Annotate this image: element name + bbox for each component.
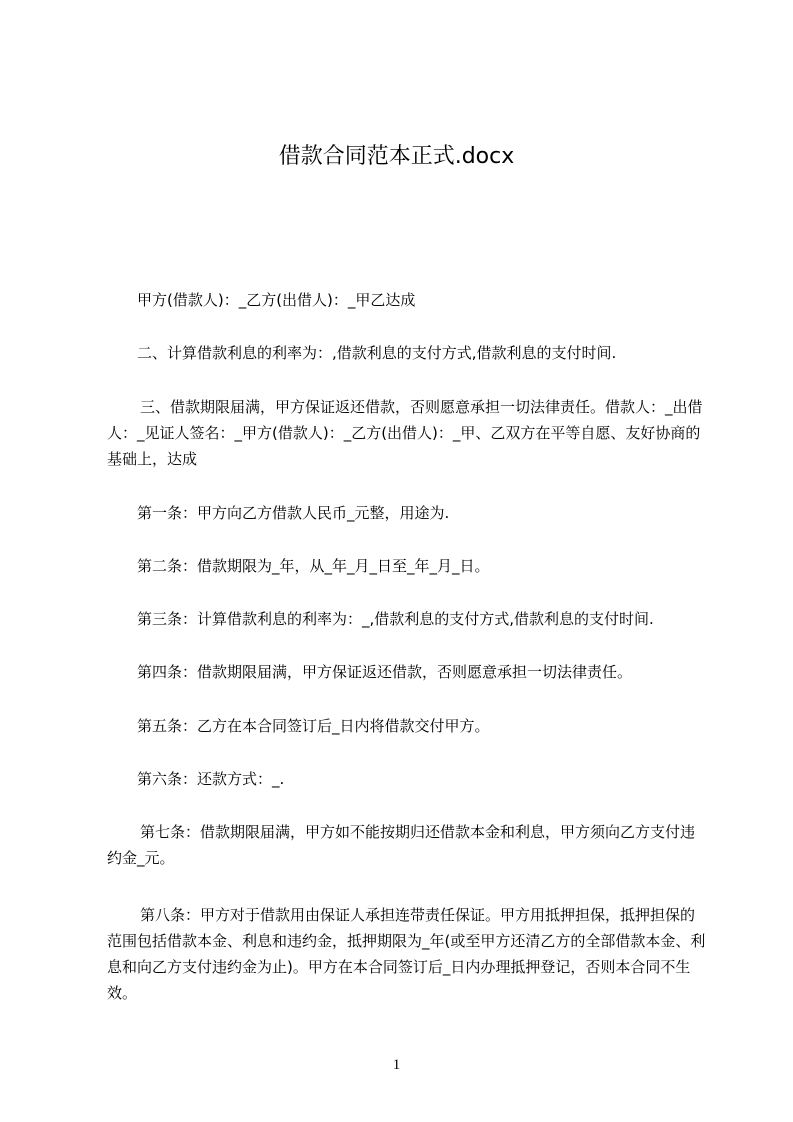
paragraph-interest-rate: 二、计算借款利息的利率为：,借款利息的支付方式,借款利息的支付时间. xyxy=(137,344,617,362)
paragraph-article-3: 第三条：计算借款利息的利率为：_,借款利息的支付方式,借款利息的支付时间. xyxy=(137,610,654,628)
paragraph-article-7: 第七条：借款期限届满，甲方如不能按期归还借款本金和利息，甲方须向乙方支付违约金_元。 xyxy=(107,823,696,867)
paragraph-article-4: 第四条：借款期限届满，甲方保证返还借款，否则愿意承担一切法律责任。 xyxy=(137,663,633,681)
paragraph-article-8: 第八条：甲方对于借款用由保证人承担连带责任保证。甲方用抵押担保，抵押担保的范围包括借款本金、利息和违约金，抵押期限为_年(或至甲方还清乙方的全部借款本金、利息和向乙方支付违约金为止)。甲方在本合同签订后_日内办理抵押登记，否则本合同不生效。 xyxy=(107,906,706,1002)
paragraph-parties: 甲方(借款人)：_乙方(出借人)：_甲乙达成 xyxy=(137,291,416,309)
paragraph-article-1: 第一条：甲方向乙方借款人民币_元整，用途为. xyxy=(137,504,450,522)
paragraph-article-2: 第二条：借款期限为_年，从_年_月_日至_年_月_日。 xyxy=(137,557,490,575)
page-number: 1 xyxy=(392,1057,401,1073)
page-title: 借款合同范本正式.docx xyxy=(278,144,515,169)
paragraph-article-6: 第六条：还款方式：_. xyxy=(137,770,285,788)
paragraph-article-5: 第五条：乙方在本合同签订后_日内将借款交付甲方。 xyxy=(137,717,490,735)
paragraph-signatures: 三、借款期限届满，甲方保证返还借款，否则愿意承担一切法律责任。借款人：_出借人：_见证人签名：_甲方(借款人)：_乙方(出借人)：_甲、乙双方在平等自愿、友好协商的基础上，达成 xyxy=(107,398,703,468)
